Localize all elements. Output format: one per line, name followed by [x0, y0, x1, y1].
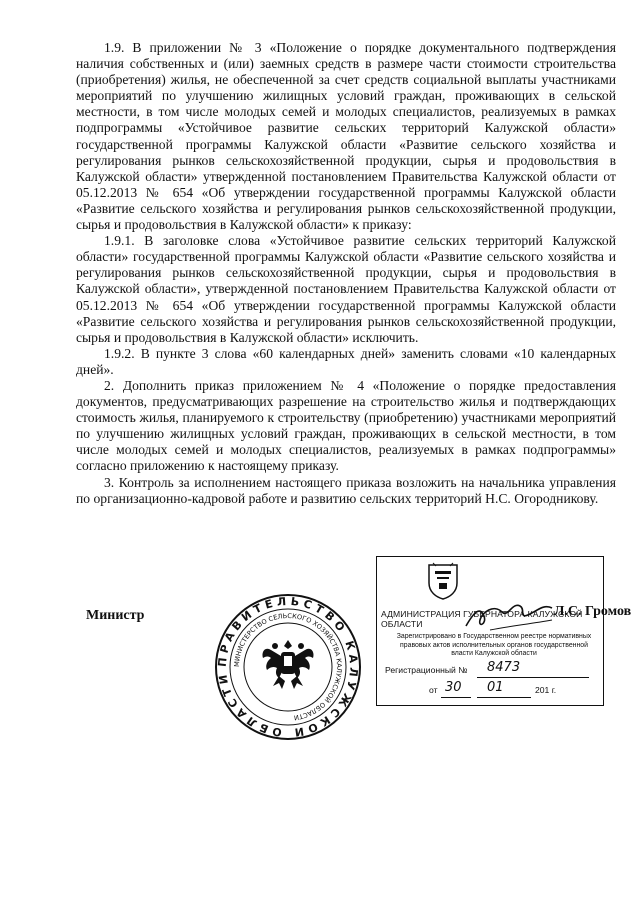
month-underline [477, 697, 531, 698]
registration-month: 01 [487, 680, 504, 695]
registration-number-label: Регистрационный № [385, 665, 468, 675]
stamp-title: АДМИНИСТРАЦИЯ ГУБЕРНАТОРА КАЛУЖСКОЙ ОБЛАСТИ [381, 609, 583, 629]
date-label: от [429, 685, 438, 695]
official-seal [213, 592, 363, 742]
paragraph-1-9-1: 1.9.1. В заголовке слова «Устойчивое развитие сельских территорий Калужской области» государственной программы Калужской области «Развитие сельского хозяйства и регулирования рынков сельскохозяйственной продукции, сырья и продовольствия в Калужской области», утвержденной постановлением Правительства Калужской области от 05.12.2013 № 654 «Об утверждении государственной программы Калужской области «Развитие сельского хозяйства и регулирования рынков сельскохозяйственной продукции, сырья и продовольствия в Калужской области» исключить. [76, 233, 616, 345]
day-underline [441, 697, 471, 698]
seal-inner-text: МИНИСТЕРСТВО СЕЛЬСКОГО ХОЗЯЙСТВА КАЛУЖСКОЙ ОБЛАСТИ [232, 611, 344, 722]
registration-day: 30 [445, 680, 462, 695]
stamp-description: Зарегистрировано в Государственном реестре нормативных правовых актов исполнительных органов государственной власти Калужской области [396, 633, 592, 658]
registration-number-value: 8473 [487, 660, 521, 675]
number-underline [477, 677, 589, 678]
document-body [76, 40, 616, 507]
seal-outer-text: ПРАВИТЕЛЬСТВО КАЛУЖСКОЙ ОБЛАСТИ [215, 594, 361, 740]
registration-year: 201 г. [535, 685, 557, 695]
paragraph-3: 3. Контроль за исполнением настоящего приказа возложить на начальника управления по организационно-кадровой работе и развитию сельских территорий Н.С. Огородникову. [76, 474, 616, 506]
handwritten-signature [460, 596, 560, 636]
eagle-emblem-icon [262, 640, 313, 689]
coat-of-arms-icon [425, 561, 461, 601]
paragraph-1-9: 1.9. В приложении № 3 «Положение о порядке документального подтверждения наличия собственных и (или) заемных средств в размере части стоимости строительства (приобретения) жилья, не обеспеченной за счет средств социальной выплаты участниками мероприятий по улучшению жилищных условий граждан, проживающих в сельской местности, в том числе молодых семей и молодых специалистов, реализуемых в рамках подпрограммы «Устойчивое развитие сельских территорий Калужской области» государственной программы Калужской области «Развитие сельского хозяйства и регулирования рынков сельскохозяйственной продукции, сырья и продовольствия в Калужской области» утвержденной постановлением Правительства Калужской области от 05.12.2013 № 654 «Об утверждении государственной программы Калужской области «Развитие сельского хозяйства и регулирования рынков сельскохозяйственной продукции, сырья и продовольствия в Калужской области» к приказу: [76, 40, 616, 233]
paragraph-2: 2. Дополнить приказ приложением № 4 «Положение о порядке предоставления документов, предусматривающих разрешение на строительство жилья и подтверждающих стоимость жилья, планируемого к строительству (приобретению) участниками мероприятий по улучшению жилищных условий граждан, проживающих в сельской местности, в том числе молодых семей и молодых специалистов, реализуемых в рамках подпрограммы» согласно приложению к настоящему приказу. [76, 377, 616, 474]
signatory-name: Л.С. Громов [554, 604, 632, 619]
signatory-title: Министр [86, 608, 145, 623]
paragraph-1-9-2: 1.9.2. В пункте 3 слова «60 календарных дней» заменить словами «10 календарных дней». [76, 345, 616, 377]
